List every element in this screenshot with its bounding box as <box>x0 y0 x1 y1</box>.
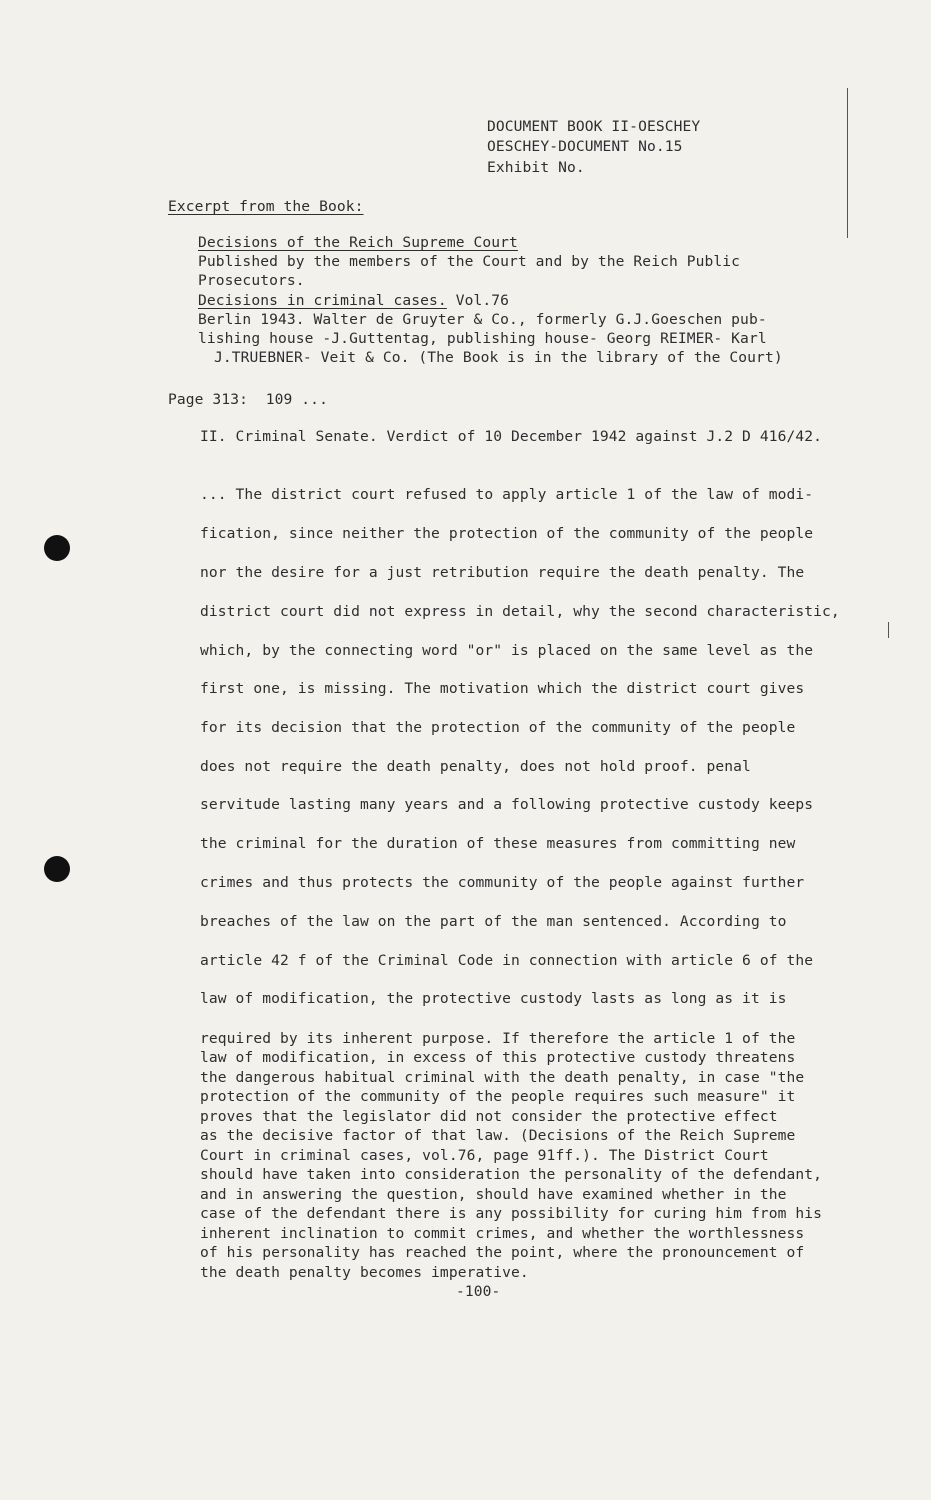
punch-hole-bottom <box>44 856 70 882</box>
body-line: inherent inclination to commit crimes, and whether the worthlessness <box>200 1225 805 1242</box>
body-line: of his personality has reached the point, where the pronouncement of <box>200 1244 805 1261</box>
body-line: Court in criminal cases, vol.76, page 91ff.). The District Court <box>200 1147 769 1164</box>
source-subtitle-line <box>198 292 509 309</box>
body-line: ... The district court refused to apply article 1 of the law of modi- <box>200 486 814 503</box>
body-line: nor the desire for a just retribution require the death penalty. The <box>200 564 805 581</box>
body-line: protection of the community of the people requires such measure" it <box>200 1088 796 1105</box>
source-title: Decisions of the Reich Supreme Court <box>198 234 518 251</box>
body-line: case of the defendant there is any possibility for curing him from his <box>200 1205 823 1222</box>
margin-mark <box>888 622 889 638</box>
page-reference: Page 313: 109 ... <box>168 391 328 408</box>
body-line: district court did not express in detail, why the second characteristic, <box>200 603 840 620</box>
body-line: the dangerous habitual criminal with the death penalty, in case "the <box>200 1069 805 1086</box>
source-publisher-2: Prosecutors. <box>198 272 305 289</box>
source-volume: Vol.76 <box>455 292 510 309</box>
body-line: and in answering the question, should have examined whether in the <box>200 1186 787 1203</box>
source-publisher-1: Published by the members of the Court and by the Reich Public <box>198 253 741 270</box>
body-line: breaches of the law on the part of the man sentenced. According to <box>200 913 787 930</box>
body-line: as the decisive factor of that law. (Decisions of the Reich Supreme <box>200 1127 796 1144</box>
source-imprint-2: lishing house -J.Guttentag, publishing house- Georg REIMER- Karl <box>198 330 767 347</box>
body-line: law of modification, the protective custody lasts as long as it is <box>200 990 787 1007</box>
body-line: which, by the connecting word "or" is placed on the same level as the <box>200 642 814 659</box>
body-line: proves that the legislator did not consider the protective effect <box>200 1108 778 1125</box>
document-book-label: DOCUMENT BOOK II-OESCHEY <box>487 118 701 135</box>
source-imprint-3: J.TRUEBNER- Veit & Co. (The Book is in the library of the Court) <box>214 349 783 366</box>
source-imprint-1: Berlin 1943. Walter de Gruyter & Co., formerly G.J.Goeschen pub- <box>198 311 767 328</box>
body-line: fication, since neither the protection of the community of the people <box>200 525 814 542</box>
body-line: the criminal for the duration of these measures from committing new <box>200 835 796 852</box>
body-line: required by its inherent purpose. If therefore the article 1 of the <box>200 1030 796 1047</box>
punch-hole-top <box>44 535 70 561</box>
body-line: the death penalty becomes imperative. <box>200 1264 529 1281</box>
page-number: -100- <box>456 1283 501 1300</box>
body-line: law of modification, in excess of this protective custody threatens <box>200 1049 796 1066</box>
document-number: OESCHEY-DOCUMENT No.15 <box>487 138 683 155</box>
body-line: first one, is missing. The motivation which the district court gives <box>200 680 805 697</box>
margin-mark <box>847 88 848 238</box>
body-line: does not require the death penalty, does not hold proof. penal <box>200 758 751 775</box>
body-line: article 42 f of the Criminal Code in connection with article 6 of the <box>200 952 814 969</box>
body-line: for its decision that the protection of the community of the people <box>200 719 796 736</box>
senate-verdict: II. Criminal Senate. Verdict of 10 December 1942 against J.2 D 416/42. <box>200 428 823 445</box>
exhibit-number: Exhibit No. <box>487 159 585 176</box>
body-line: should have taken into consideration the personality of the defendant, <box>200 1166 823 1183</box>
body-line: servitude lasting many years and a following protective custody keeps <box>200 796 814 813</box>
body-line: crimes and thus protects the community of the people against further <box>200 874 805 891</box>
excerpt-title: Excerpt from the Book: <box>168 198 364 215</box>
source-subtitle: Decisions in criminal cases. <box>198 292 447 309</box>
